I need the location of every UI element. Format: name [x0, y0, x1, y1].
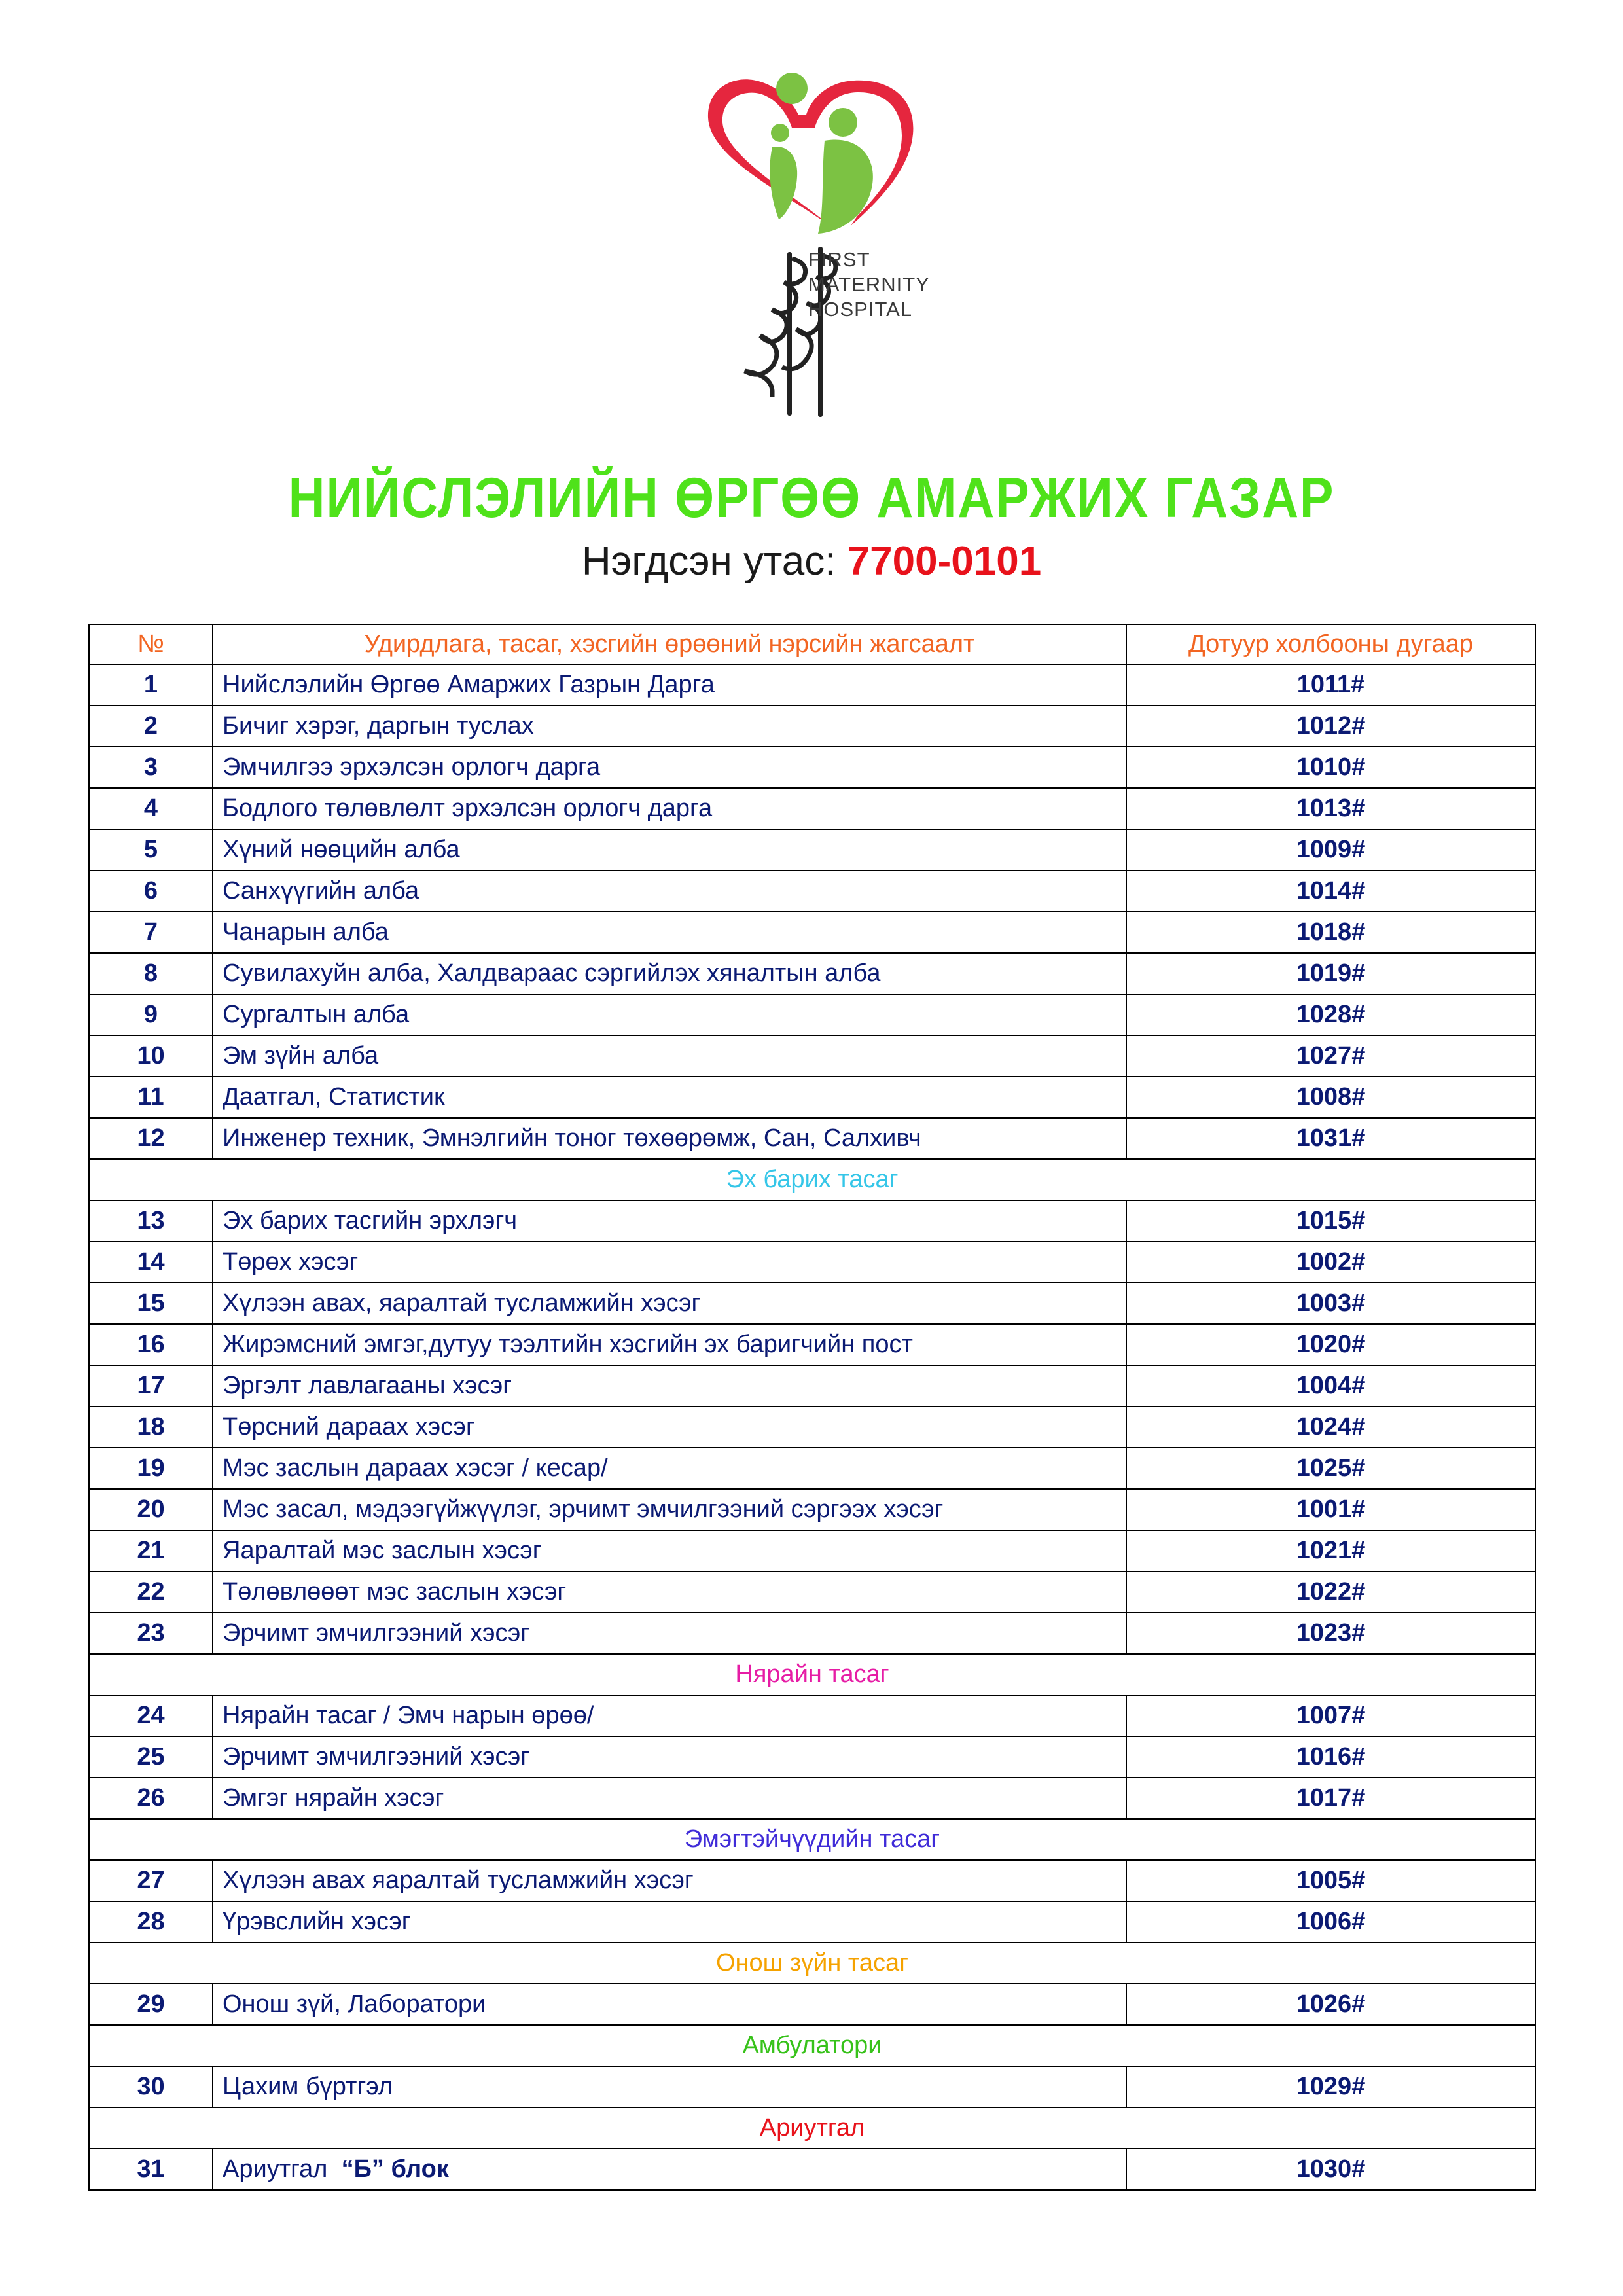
row-extension: 1030# — [1126, 2149, 1535, 2190]
head-small — [771, 124, 789, 142]
page-title: НИЙСЛЭЛИЙН ӨРГӨӨ АМАРЖИХ ГАЗАР — [288, 467, 1335, 529]
section-label: Онош зүйн тасаг — [89, 1943, 1535, 1984]
department-name: Мэс заслын дараах хэсэг / кесар/ — [223, 1454, 608, 1482]
department-name: Онош зүй, Лаборатори — [223, 1990, 486, 2018]
row-department — [213, 1324, 1126, 1365]
row-number: 7 — [89, 912, 213, 953]
row-number: 14 — [89, 1242, 213, 1283]
row-number: 19 — [89, 1448, 213, 1489]
table-row — [89, 953, 1535, 994]
section-row — [89, 2108, 1535, 2149]
table-row — [89, 994, 1535, 1035]
row-department — [213, 994, 1126, 1035]
row-number: 11 — [89, 1077, 213, 1118]
table-row — [89, 747, 1535, 788]
row-extension: 1005# — [1126, 1860, 1535, 1901]
hospital-logo — [694, 62, 982, 429]
row-extension: 1027# — [1126, 1035, 1535, 1077]
table-row — [89, 2149, 1535, 2190]
department-name: Эх барих тасгийн эрхлэгч — [223, 1207, 518, 1234]
table-row — [89, 1407, 1535, 1448]
table-row — [89, 1283, 1535, 1324]
row-number: 5 — [89, 829, 213, 870]
table-row — [89, 1571, 1535, 1613]
department-name: Бичиг хэрэг, даргын туслах — [223, 712, 534, 740]
row-department — [213, 870, 1126, 912]
department-name: Хүний нөөцийн алба — [223, 836, 460, 863]
table-header-row — [89, 624, 1535, 664]
section-row — [89, 2025, 1535, 2066]
row-extension: 1026# — [1126, 1984, 1535, 2025]
table-row — [89, 1489, 1535, 1530]
row-department — [213, 1489, 1126, 1530]
section-label: Эмэгтэйчүүдийн тасаг — [89, 1819, 1535, 1860]
row-department — [213, 1860, 1126, 1901]
department-name: Төрөх хэсэг — [223, 1248, 359, 1276]
table-row — [89, 2066, 1535, 2108]
phone-number: 7700-0101 — [847, 539, 1042, 584]
row-number: 27 — [89, 1860, 213, 1901]
department-name: Мэс засал, мэдээгүйжүүлэг, эрчимт эмчилгээний сэргээх хэсэг — [223, 1496, 944, 1523]
row-extension: 1009# — [1126, 829, 1535, 870]
table-row — [89, 1530, 1535, 1571]
head-big — [829, 108, 857, 137]
section-row — [89, 1819, 1535, 1860]
department-name: Үрэвслийн хэсэг — [223, 1908, 411, 1935]
row-extension: 1025# — [1126, 1448, 1535, 1489]
table-row — [89, 1984, 1535, 2025]
row-extension: 1015# — [1126, 1200, 1535, 1242]
header-number: № — [89, 624, 213, 664]
table-row — [89, 1035, 1535, 1077]
department-name: Эрчимт эмчилгээний хэсэг — [223, 1619, 530, 1647]
table-row — [89, 1613, 1535, 1654]
department-name: Эмгэг нярайн хэсэг — [223, 1784, 444, 1812]
row-department — [213, 747, 1126, 788]
phone-label: Нэгдсэн утас: — [581, 539, 847, 584]
section-row — [89, 1943, 1535, 1984]
row-extension: 1011# — [1126, 664, 1535, 706]
row-number: 1 — [89, 664, 213, 706]
row-department — [213, 1118, 1126, 1159]
table-row — [89, 1118, 1535, 1159]
table-row — [89, 788, 1535, 829]
row-extension: 1004# — [1126, 1365, 1535, 1407]
row-number: 3 — [89, 747, 213, 788]
section-label: Эх барих тасаг — [89, 1159, 1535, 1200]
row-extension: 1018# — [1126, 912, 1535, 953]
row-extension: 1023# — [1126, 1613, 1535, 1654]
table-row — [89, 1200, 1535, 1242]
phone-line — [0, 538, 1623, 584]
row-department — [213, 664, 1126, 706]
row-extension: 1012# — [1126, 706, 1535, 747]
row-number: 8 — [89, 953, 213, 994]
row-extension: 1016# — [1126, 1736, 1535, 1778]
logo-line-2: MATERNITY — [808, 273, 930, 296]
table-row — [89, 1448, 1535, 1489]
row-department — [213, 1613, 1126, 1654]
row-extension: 1013# — [1126, 788, 1535, 829]
department-name: Эм зүйн алба — [223, 1042, 379, 1069]
section-label: Амбулатори — [89, 2025, 1535, 2066]
department-name: Яаралтай мэс заслын хэсэг — [223, 1537, 542, 1564]
row-department — [213, 1571, 1126, 1613]
row-number: 24 — [89, 1695, 213, 1736]
row-extension: 1028# — [1126, 994, 1535, 1035]
row-department — [213, 1077, 1126, 1118]
row-extension: 1019# — [1126, 953, 1535, 994]
department-name: Даатгал, Статистик — [223, 1083, 445, 1111]
department-name: Бодлого төлөвлөлт эрхэлсэн орлогч дарга — [223, 795, 713, 822]
department-name: Чанарын алба — [223, 918, 389, 946]
table-row — [89, 1695, 1535, 1736]
row-number: 26 — [89, 1778, 213, 1819]
row-department — [213, 1778, 1126, 1819]
department-name: Санхүүгийн алба — [223, 877, 419, 905]
row-number: 18 — [89, 1407, 213, 1448]
row-extension: 1017# — [1126, 1778, 1535, 1819]
header-extension: Дотуур холбооны дугаар — [1126, 624, 1535, 664]
department-name: Нярайн тасаг / Эмч нарын өрөө/ — [223, 1702, 594, 1729]
row-extension: 1008# — [1126, 1077, 1535, 1118]
row-extension: 1029# — [1126, 2066, 1535, 2108]
table-row — [89, 706, 1535, 747]
row-department — [213, 912, 1126, 953]
table-row — [89, 1242, 1535, 1283]
department-name: Сувилахуйн алба, Халдвараас сэргийлэх хяналтын алба — [223, 960, 881, 987]
row-department — [213, 2149, 1126, 2190]
department-block: “Б” блок — [341, 2155, 449, 2183]
row-number: 4 — [89, 788, 213, 829]
row-number: 6 — [89, 870, 213, 912]
section-label: Нярайн тасаг — [89, 1654, 1535, 1695]
row-number: 16 — [89, 1324, 213, 1365]
row-number: 23 — [89, 1613, 213, 1654]
row-department — [213, 1242, 1126, 1283]
row-number: 15 — [89, 1283, 213, 1324]
department-name: Эргэлт лавлагааны хэсэг — [223, 1372, 512, 1399]
row-department — [213, 706, 1126, 747]
department-name: Цахим бүртгэл — [223, 2073, 393, 2100]
department-name: Эрчимт эмчилгээний хэсэг — [223, 1743, 530, 1770]
row-department — [213, 829, 1126, 870]
department-name: Хүлээн авах, яаралтай тусламжийн хэсэг — [223, 1289, 701, 1317]
row-department — [213, 1695, 1126, 1736]
row-extension: 1020# — [1126, 1324, 1535, 1365]
table-row — [89, 664, 1535, 706]
row-department — [213, 953, 1126, 994]
row-department — [213, 1035, 1126, 1077]
table-row — [89, 870, 1535, 912]
heart-outline — [708, 79, 913, 229]
department-name: Ариутгал — [223, 2155, 328, 2183]
row-extension: 1006# — [1126, 1901, 1535, 1943]
row-department — [213, 1407, 1126, 1448]
department-name: Сургалтын алба — [223, 1001, 410, 1028]
row-extension: 1010# — [1126, 747, 1535, 788]
logo-line-1: FIRST — [808, 248, 870, 271]
row-number: 25 — [89, 1736, 213, 1778]
row-number: 21 — [89, 1530, 213, 1571]
department-name: Төрсний дараах хэсэг — [223, 1413, 475, 1441]
row-extension: 1022# — [1126, 1571, 1535, 1613]
row-extension: 1002# — [1126, 1242, 1535, 1283]
table-row — [89, 1077, 1535, 1118]
row-department — [213, 788, 1126, 829]
table-row — [89, 1860, 1535, 1901]
row-department — [213, 1200, 1126, 1242]
table-row — [89, 1901, 1535, 1943]
department-name: Жирэмсний эмгэг,дутуу тээлтийн хэсгийн эх баригчийн пост — [223, 1331, 913, 1358]
row-extension: 1031# — [1126, 1118, 1535, 1159]
table-row — [89, 912, 1535, 953]
row-department — [213, 1530, 1126, 1571]
row-department — [213, 1984, 1126, 2025]
table-row — [89, 1365, 1535, 1407]
row-extension: 1014# — [1126, 870, 1535, 912]
section-label: Ариутгал — [89, 2108, 1535, 2149]
row-extension: 1003# — [1126, 1283, 1535, 1324]
row-number: 30 — [89, 2066, 213, 2108]
row-number: 31 — [89, 2149, 213, 2190]
row-number: 29 — [89, 1984, 213, 2025]
department-name: Төлөвлөөөт мэс заслын хэсэг — [223, 1578, 567, 1605]
department-name: Хүлээн авах яаралтай тусламжийн хэсэг — [223, 1867, 694, 1894]
department-name: Эмчилгээ эрхэлсэн орлогч дарга — [223, 753, 601, 781]
row-department — [213, 2066, 1126, 2108]
section-row — [89, 1159, 1535, 1200]
logo-line-3: HOSPITAL — [808, 298, 913, 321]
row-number: 20 — [89, 1489, 213, 1530]
row-number: 2 — [89, 706, 213, 747]
row-number: 17 — [89, 1365, 213, 1407]
department-name: Нийслэлийн Өргөө Амаржих Газрын Дарга — [223, 671, 715, 698]
row-department — [213, 1283, 1126, 1324]
row-number: 9 — [89, 994, 213, 1035]
row-department — [213, 1448, 1126, 1489]
row-department — [213, 1736, 1126, 1778]
row-extension: 1021# — [1126, 1530, 1535, 1571]
row-department — [213, 1365, 1126, 1407]
row-number: 28 — [89, 1901, 213, 1943]
table-row — [89, 1778, 1535, 1819]
table-row — [89, 1324, 1535, 1365]
row-extension: 1001# — [1126, 1489, 1535, 1530]
row-department — [213, 1901, 1126, 1943]
header-name: Удирдлага, тасаг, хэсгийн өрөөний нэрсийн жагсаалт — [213, 624, 1126, 664]
row-number: 13 — [89, 1200, 213, 1242]
table-row — [89, 1736, 1535, 1778]
row-extension: 1007# — [1126, 1695, 1535, 1736]
row-number: 12 — [89, 1118, 213, 1159]
body-big — [818, 139, 873, 234]
extension-directory-table — [88, 624, 1536, 2191]
section-row — [89, 1654, 1535, 1695]
head-top — [776, 73, 808, 104]
row-number: 10 — [89, 1035, 213, 1077]
table-row — [89, 829, 1535, 870]
body-small — [770, 147, 797, 219]
row-extension: 1024# — [1126, 1407, 1535, 1448]
row-number: 22 — [89, 1571, 213, 1613]
logo-wordmark — [808, 247, 930, 322]
department-name: Инженер техник, Эмнэлгийн тоног төхөөрөмж, Сан, Салхивч — [223, 1124, 921, 1152]
